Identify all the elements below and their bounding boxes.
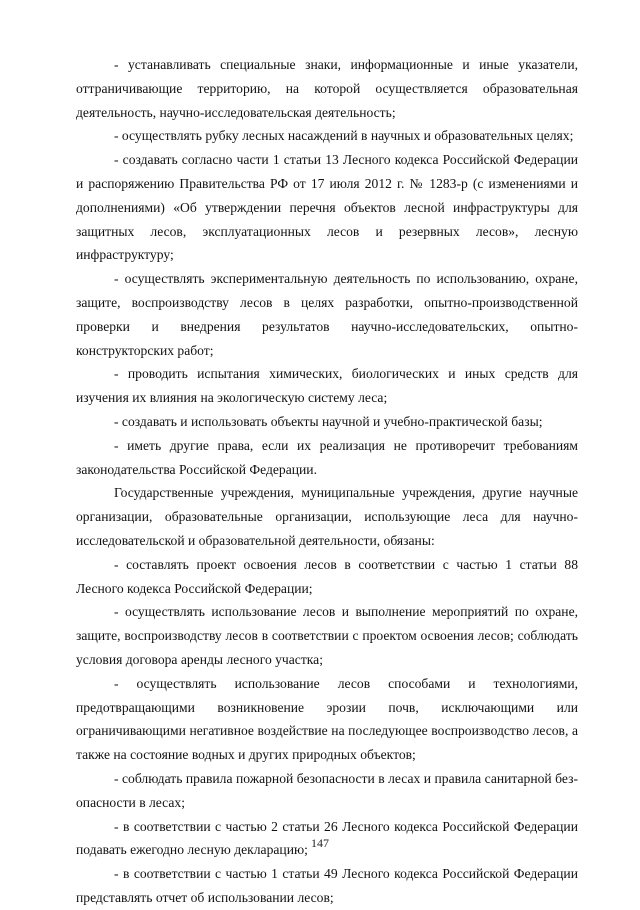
paragraph: - в соответствии с частью 1 статьи 49 Лесного кодекса Российской Федерации представлять отчет об использовании лесов; [76, 866, 578, 905]
paragraph: - осуществлять использование лесов и выполнение мероприятий по охране, защите, воспроизводству лесов в соответствии с проектом освоения лесов; соблюдать условия договора аренды лесного участка; [76, 604, 578, 667]
paragraph: - проводить испытания химических, биологических и иных средств для изучения их влияния на экологическую систему леса; [76, 366, 578, 406]
paragraph: - осуществлять использование лесов способами и технологиями, предотвращающими возникновение эрозии почв, исключающими или ограничивающими негативное воздействие на последующее воспроизводство лесов, а также на состояние водных и других природных объектов; [76, 675, 578, 763]
paragraph: - осуществлять рубку лесных насаждений в научных и образовательных целях; [114, 128, 574, 144]
paragraph: - составлять проект освоения лесов в соответствии с частью 1 статьи 88 Лесного кодекса Российской Федерации; [76, 556, 578, 596]
paragraph: - в соответствии с частью 2 статьи 26 Лесного кодекса Российской Федерации подавать ежегодно лесную декларацию; [76, 818, 578, 858]
paragraph: - иметь другие права, если их реализация не противоречит требованиям законодательства Российской Федерации. [76, 437, 578, 477]
paragraph: - создавать согласно части 1 статьи 13 Лесного кодекса Российской Федерации и распоряжению Правительства РФ от 17 июля 2012 г. № 1283-р (с изменениями и дополнениями) «Об утверждении перечня объектов лесной инфраструктуры для защитных лесов, эксплуатационных лесов и резервных лесов», лесную инфраструктуру; [76, 152, 578, 263]
paragraph: - соблюдать правила пожарной безопасности в лесах и правила санитарной безопасности в лесах; [76, 770, 578, 810]
document-body [76, 53, 578, 910]
paragraph: - осуществлять экспериментальную деятельность по использованию, охране, защите, воспроизводству лесов в целях разработки, опытно-производственной проверки и внедрения результатов научно-исследовательских, опытно-конструкторских работ; [76, 271, 578, 358]
paragraph: - устанавливать специальные знаки, информационные и иные указатели, оттраничивающие территорию, на которой осуществляется образовательная деятельность, научно-исследовательская деятельность; [76, 57, 578, 120]
page-number: 147 [311, 836, 329, 850]
paragraph: - создавать и использовать объекты научной и учебно-практической базы; [114, 413, 543, 429]
paragraph: Государственные учреждения, муниципальные учреждения, другие научные организации, образовательные организации, использующие леса для научно-исследовательской и образовательной деятельности, обязаны: [76, 485, 578, 548]
